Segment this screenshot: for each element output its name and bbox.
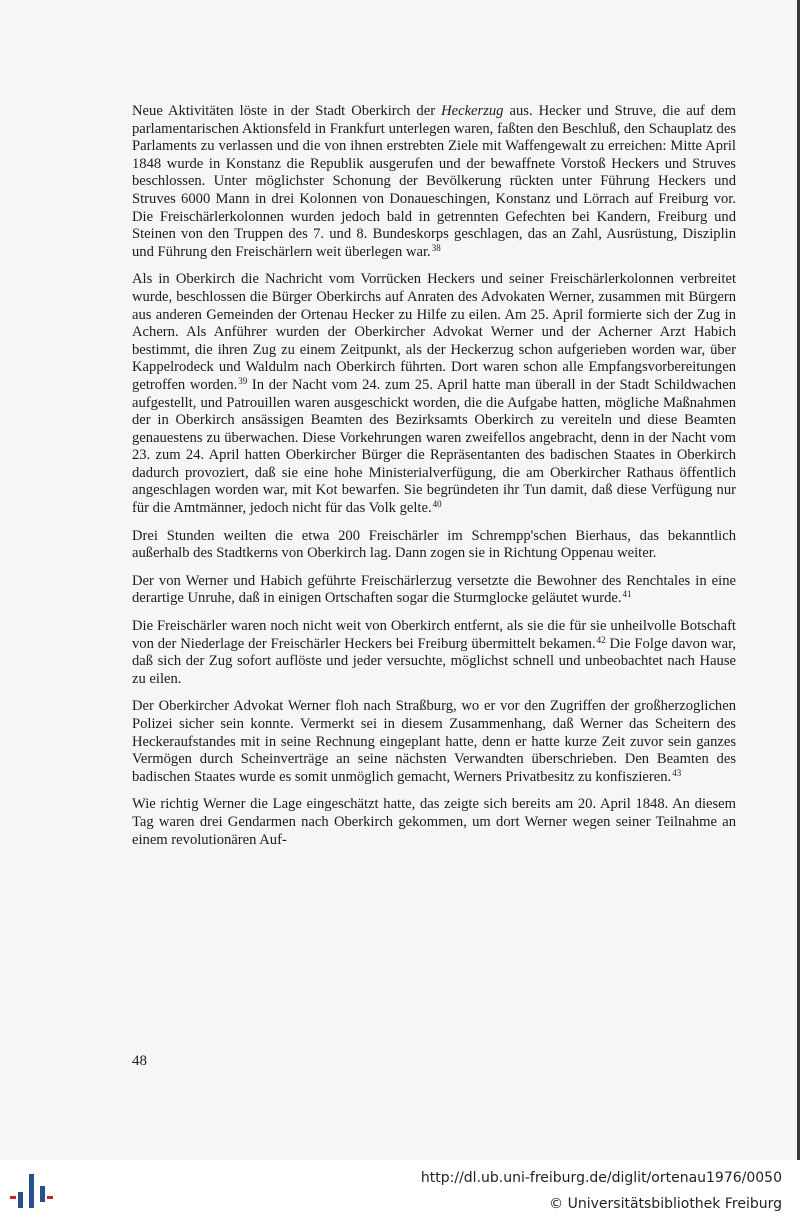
text-run: Neue Aktivitäten löste in der Stadt Oberkirch der: [132, 103, 442, 119]
text-run: Drei Stunden weilten die etwa 200 Freischärler im Schrempp'schen Bierhaus, das bekanntlich außerhalb des Stadtkerns von Oberkirch lag. Dann zogen sie in Richtung Oppenau weiter.: [132, 527, 736, 562]
footnote-marker: 43: [672, 767, 682, 778]
logo-bar-right: [40, 1186, 45, 1202]
paragraph: [132, 528, 736, 563]
logo-bar-center: [29, 1174, 34, 1208]
copyright-text: © Universitätsbibliothek Freiburg: [549, 1196, 782, 1212]
text-run: Als in Oberkirch die Nachricht vom Vorrücken Heckers und seiner Freischärlerkolonnen verbreitet wurde, beschlossen die Bürger Oberkirchs auf Anraten des Advokaten Werner, zusammen mit Bürgern aus anderen Gemeinden der Ortenau Hecker zu Hilfe zu eilen. Am 25. April formierte sich der Zug in Achern. Als Anführer wurden der Oberkircher Advokat Werner und der Acherner Arzt Habich bestimmt, die ihren Zug zu einem Zeitpunkt, als der Heckerzug schon aufgerieben worden war, über Kappelrodeck und Waldulm nach Oberkirch führten. Dort waren schon alle Empfangsvorbereitungen getroffen worden.: [132, 271, 736, 393]
text-run: Der von Werner und Habich geführte Freischärlerzug versetzte die Bewohner des Renchtales in eine derartige Unruhe, daß in einigen Ortschaften sogar die Sturmglocke geläutet wurde.: [132, 572, 736, 607]
source-url-link[interactable]: http://dl.ub.uni-freiburg.de/diglit/ortenau1976/0050: [420, 1170, 782, 1186]
logo-dash-right: [47, 1196, 53, 1199]
page-number: 48: [132, 1053, 147, 1069]
text-run: aus. Hecker und Struve, die auf dem parlamentarischen Aktionsfeld in Frankfurt unterlegen waren, faßten den Beschluß, den Schauplatz des Parlaments zu verlassen und die von ihnen erstrebten Ziele mit Waffengewalt zu erreichen: Mitte April 1848 wurde in Konstanz die Republik ausgerufen und der bewaffnete Vorstoß Heckers und Struves beschlossen. Unter möglichster Schonung der Bevölkerung rückten unter Führung Heckers und Struves 6000 Mann in drei Kolonnen von Donaueschingen, Konstanz und Lörrach auf Freiburg vor. Die Freischärlerkolonnen wurden jedoch bald in getrennten Gefechten bei Kandern, Freiburg und Steinen von den Truppen des 7. und 8. Bundeskorps geschlagen, das an Zahl, Ausrüstung, Disziplin und Führung den Freischärlern weit überlegen war.: [132, 103, 737, 260]
text-run: Wie richtig Werner die Lage eingeschätzt hatte, das zeigte sich bereits am 20. April 1848. An diesem Tag waren drei Gendarmen nach Oberkirch gekommen, um dort Werner wegen seiner Teilnahme an einem revolutionären Auf-: [132, 796, 736, 848]
paragraph: [132, 573, 736, 608]
logo-bar-left: [18, 1192, 23, 1208]
text-run: Die Folge davon war, daß sich der Zug sofort auflöste und jeder versuchte, möglichst schnell und unbeobachtet nach Hause zu eilen.: [132, 635, 736, 687]
paragraph: [132, 103, 736, 261]
text-run: Der Oberkircher Advokat Werner floh nach Straßburg, wo er vor den Zugriffen der großherzoglichen Polizei sicher sein konnte. Vermerkt sei in diesem Zusammenhang, daß Werner das Scheitern des Heckeraufstandes mit in seine Rechnung eingeplant hatte, denn er hatte kurze Zeit zuvor sein ganzes Vermögen durch Scheinverträge an seine nächsten Verwandten überschrieben. Den Beamten des badischen Staates wurde es somit unmöglich gemacht, Werners Privatbesitz zu konfiszieren.: [132, 698, 736, 785]
paragraph: [132, 796, 736, 849]
text-run: Die Freischärler waren noch nicht weit von Oberkirch entfernt, als sie die für sie unheilvolle Botschaft von der Niederlage der Freischärler Heckers bei Freiburg übermittelt bekamen.: [132, 618, 736, 652]
footnote-marker: 42: [596, 634, 606, 645]
footnote-marker: 39: [238, 375, 248, 386]
paragraph: [132, 271, 736, 517]
library-logo-icon: [10, 1170, 54, 1212]
logo-dash-left: [10, 1196, 16, 1199]
text-run: In der Nacht vom 24. zum 25. April hatte man überall in der Stadt Schildwachen aufgestellt, und Patrouillen waren ausgeschickt worden, die die Aufgabe hatten, mögliche Maßnahmen der in Oberkirch ansässigen Beamten des Bezirksamts Oberkirch zu vereiteln und diese Beamten genauestens zu überwachen. Diese Vorkehrungen waren zweifellos angebracht, denn in der Nacht vom 23. zum 24. April hatten Oberkircher Bürger die Repräsentanten des badischen Staates in Oberkirch dadurch provoziert, daß sie eine hohe Ministerialverfügung, die am Oberkircher Rathaus öffentlich angeschlagen worden war, mit Kot bewarfen. Sie begründeten ihr Tun damit, daß diese Verfügung nur für die Amtmänner, jedoch nicht für das Volk gelte.: [132, 376, 736, 517]
paragraph: [132, 698, 736, 786]
body-text: [132, 103, 736, 859]
footnote-marker: 40: [432, 499, 442, 510]
italic-term: Heckerzug: [441, 103, 504, 119]
footnote-marker: 41: [622, 589, 632, 600]
footnote-marker: 38: [431, 242, 441, 253]
paragraph: [132, 618, 736, 688]
